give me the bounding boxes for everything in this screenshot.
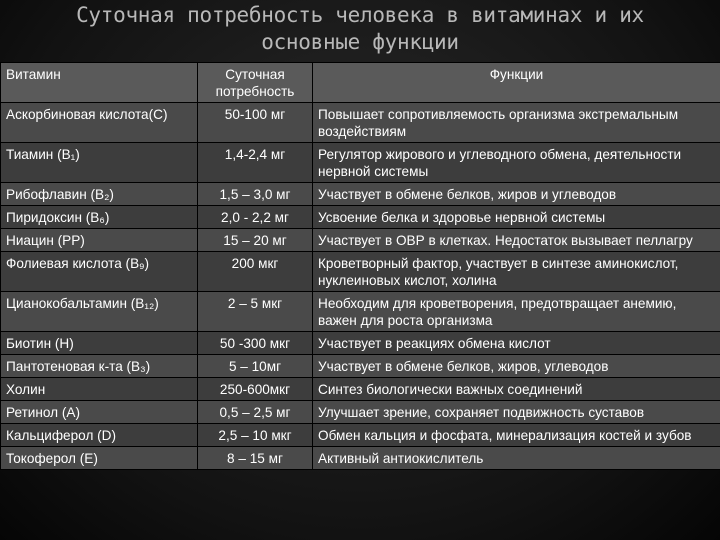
- header-vitamin: Витамин: [1, 63, 198, 103]
- title-line-1: Суточная потребность человека в витаминах и их: [76, 3, 644, 27]
- function-cell: Синтез биологически важных соединений: [313, 378, 720, 401]
- daily-requirement-cell: 1,5 – 3,0 мг: [198, 183, 313, 206]
- function-cell: Усвоение белка и здоровье нервной системы: [313, 206, 720, 229]
- function-cell: Активный антиокислитель: [313, 447, 720, 470]
- vitamin-name-cell: Аскорбиновая кислота(С): [1, 103, 198, 143]
- table-row: [1, 292, 720, 332]
- daily-requirement-cell: 50 -300 мкг: [198, 332, 313, 355]
- table-row: [1, 355, 720, 378]
- title-line-2: основные функции: [261, 30, 459, 54]
- daily-requirement-cell: 5 – 10мг: [198, 355, 313, 378]
- function-cell: Обмен кальция и фосфата, минерализация костей и зубов: [313, 424, 720, 447]
- function-cell: Участвует в реакциях обмена кислот: [313, 332, 720, 355]
- vitamin-name-cell: Фолиевая кислота (В₉): [1, 252, 198, 292]
- function-cell: Участвует в обмене белков, жиров и углеводов: [313, 183, 720, 206]
- table-row: [1, 424, 720, 447]
- daily-requirement-cell: 2,5 – 10 мкг: [198, 424, 313, 447]
- table-row: [1, 229, 720, 252]
- table-body: [1, 103, 720, 470]
- table-row: [1, 378, 720, 401]
- daily-requirement-cell: 250-600мкг: [198, 378, 313, 401]
- vitamin-name-cell: Пантотеновая к-та (В₃): [1, 355, 198, 378]
- header-functions: Функции: [313, 63, 720, 103]
- table-row: [1, 447, 720, 470]
- table-row: [1, 103, 720, 143]
- vitamin-name-cell: Пиридоксин (В₆): [1, 206, 198, 229]
- table-row: [1, 143, 720, 183]
- daily-requirement-cell: 2 – 5 мкг: [198, 292, 313, 332]
- daily-requirement-cell: 1,4-2,4 мг: [198, 143, 313, 183]
- table-row: [1, 183, 720, 206]
- function-cell: Необходим для кроветворения, предотвращает анемию, важен для роста организма: [313, 292, 720, 332]
- function-cell: Участвует в обмене белков, жиров, углеводов: [313, 355, 720, 378]
- daily-requirement-cell: 0,5 – 2,5 мг: [198, 401, 313, 424]
- vitamin-name-cell: Холин: [1, 378, 198, 401]
- daily-requirement-cell: 8 – 15 мг: [198, 447, 313, 470]
- vitamins-table: [0, 62, 720, 470]
- vitamin-name-cell: Биотин (Н): [1, 332, 198, 355]
- vitamin-name-cell: Ниацин (РР): [1, 229, 198, 252]
- function-cell: Повышает сопротивляемость организма экстремальным воздействиям: [313, 103, 720, 143]
- vitamin-name-cell: Кальциферол (D): [1, 424, 198, 447]
- vitamin-name-cell: Цианокобальтамин (В₁₂): [1, 292, 198, 332]
- function-cell: Улучшает зрение, сохраняет подвижность суставов: [313, 401, 720, 424]
- vitamin-name-cell: Рибофлавин (В₂): [1, 183, 198, 206]
- daily-requirement-cell: 200 мкг: [198, 252, 313, 292]
- vitamin-name-cell: Ретинол (А): [1, 401, 198, 424]
- vitamin-name-cell: Тиамин (В₁): [1, 143, 198, 183]
- table-header-row: [1, 63, 720, 103]
- daily-requirement-cell: 50-100 мг: [198, 103, 313, 143]
- function-cell: Участвует в ОВР в клетках. Недостаток вызывает пеллагру: [313, 229, 720, 252]
- function-cell: Кроветворный фактор, участвует в синтезе аминокислот, нуклеиновых кислот, холина: [313, 252, 720, 292]
- table-row: [1, 206, 720, 229]
- table-row: [1, 401, 720, 424]
- header-requirement: Суточная потребность: [198, 63, 313, 103]
- table-row: [1, 252, 720, 292]
- daily-requirement-cell: 15 – 20 мг: [198, 229, 313, 252]
- slide-title: [0, 2, 720, 56]
- function-cell: Регулятор жирового и углеводного обмена, деятельности нервной системы: [313, 143, 720, 183]
- daily-requirement-cell: 2,0 - 2,2 мг: [198, 206, 313, 229]
- table-row: [1, 332, 720, 355]
- vitamin-name-cell: Токоферол (Е): [1, 447, 198, 470]
